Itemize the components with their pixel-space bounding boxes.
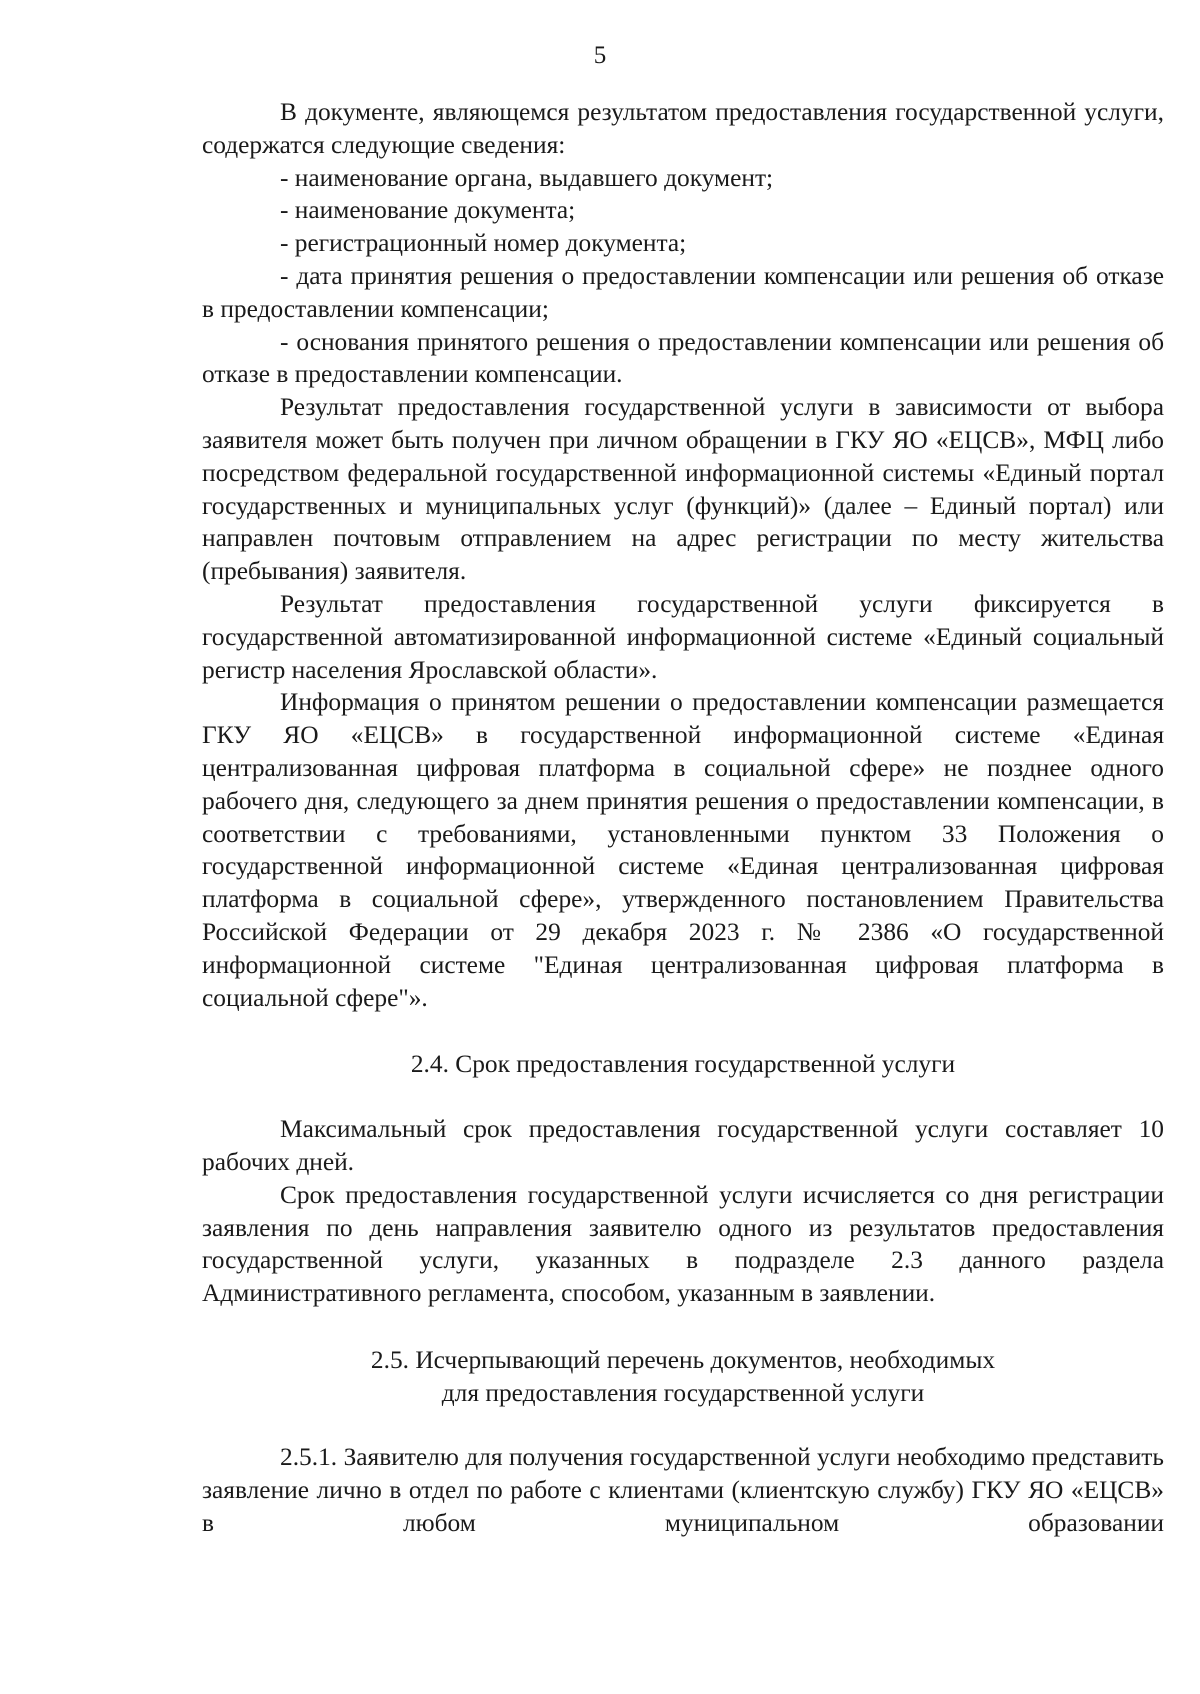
paragraph-2-5-1: 2.5.1. Заявителю для получения государственной услуги необходимо представить заявление лично в отдел по работе с клиентами (клиентскую службу) ГКУ ЯО «ЕЦСВ» в любом муниципальном образовании	[202, 1443, 1164, 1538]
list-item-decision-grounds: - основания принятого решения о предоставлении компенсации или решения об отказе в предоставлении компенсации.	[202, 327, 1164, 389]
paragraph-result-registry: Результат предоставления государственной услуги фиксируется в государственной автоматизированной информационной системе «Единый социальный регистр населения Ярославской области».	[202, 589, 1164, 684]
paragraph-decision-platform: Информация о принятом решении о предоставлении компенсации размещается ГКУ ЯО «ЕЦСВ» в государственной информационной системе «Единая централизованная цифровая платформа в социальной сфере» не позднее одного рабочего дня, следующего за днем принятия решения о предоставлении компенсации, в соответствии с требованиями, установленными пунктом 33 Положения о государственной информационной системе «Единая централизованная цифровая платформа в социальной сфере», утвержденного постановлением Правительства Российской Федерации от 29 декабря 2023 г. № 2386 «О государственной информационной системе "Единая централизованная цифровая платформа в социальной сфере"».	[202, 688, 1164, 1012]
paragraph-max-term: Максимальный срок предоставления государственной услуги составляет 10 рабочих дней.	[202, 1115, 1164, 1176]
section-heading-2-5	[202, 1344, 1164, 1410]
heading-line: 2.5. Исчерпывающий перечень документов, необходимых	[370, 1345, 996, 1374]
list-item-document-name: - наименование документа;	[280, 196, 576, 225]
list-item-decision-date: - дата принятия решения о предоставлении компенсации или решения об отказе в предоставлении компенсации;	[202, 261, 1164, 323]
document-body	[202, 96, 1164, 1540]
section-spacer	[202, 1081, 1164, 1113]
list-item-authority-name: - наименование органа, выдавшего документ;	[280, 163, 774, 192]
list-item-registration-number: - регистрационный номер документа;	[280, 229, 687, 258]
heading-line: 2.4. Срок предоставления государственной услуги	[410, 1050, 956, 1079]
section-heading-2-4	[202, 1048, 1164, 1081]
heading-line: для предоставления государственной услуги	[441, 1378, 925, 1407]
page-number: 5	[593, 42, 607, 69]
section-spacer	[202, 1409, 1164, 1441]
paragraph-result-document-intro: В документе, являющемся результатом предоставления государственной услуги, содержатся следующие сведения:	[202, 98, 1164, 159]
section-spacer	[202, 1310, 1164, 1344]
paragraph-result-delivery: Результат предоставления государственной услуги в зависимости от выбора заявителя может быть получен при личном обращении в ГКУ ЯО «ЕЦСВ», МФЦ либо посредством федеральной государственной информационной системы «Единый портал государственных и муниципальных услуг (функций)» (далее – Единый портал) или направлен почтовым отправлением на адрес регистрации по месту жительства (пребывания) заявителя.	[202, 393, 1164, 586]
paragraph-term-calculation: Срок предоставления государственной услуги исчисляется со дня регистрации заявления по день направления заявителю одного из результатов предоставления государственной услуги, указанных в подразделе 2.3 данного раздела Административного регламента, способом, указанным в заявлении.	[202, 1180, 1164, 1308]
section-spacer	[202, 1014, 1164, 1048]
